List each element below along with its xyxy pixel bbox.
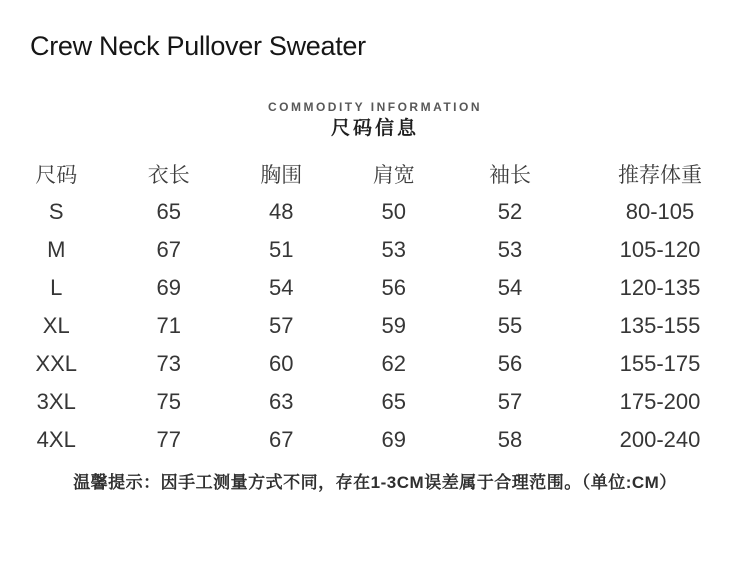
size-value: 73 (156, 351, 181, 376)
size-value: 48 (269, 199, 294, 224)
section-title-zh: 尺码信息 (330, 118, 419, 139)
size-value: 67 (269, 427, 294, 452)
size-value: 75 (156, 389, 181, 414)
size-value: 135-155 (619, 313, 701, 338)
size-label: XXL (35, 351, 78, 376)
section-subtitle-en: COMMODITY INFORMATION (267, 100, 483, 114)
size-value: 71 (156, 313, 181, 338)
size-value: 53 (497, 237, 523, 262)
column-header-1: 衣长 (147, 164, 190, 187)
size-label: L (50, 275, 63, 300)
size-table-header-row (0, 155, 750, 193)
size-row-S (0, 193, 750, 231)
size-value: 67 (156, 237, 181, 262)
size-row-XL (0, 307, 750, 345)
size-value: 63 (269, 389, 294, 414)
section-header (0, 100, 750, 140)
size-value: 57 (269, 313, 294, 338)
size-value: 69 (156, 275, 181, 300)
size-value: 55 (497, 313, 523, 338)
size-value: 53 (381, 237, 406, 262)
size-row-3XL (0, 383, 750, 421)
size-table-body (0, 193, 750, 459)
size-value: 60 (269, 351, 294, 376)
size-label: 4XL (36, 427, 76, 452)
size-value: 56 (497, 351, 523, 376)
size-value: 69 (381, 427, 406, 452)
size-value: 50 (381, 199, 406, 224)
size-value: 65 (381, 389, 406, 414)
size-value: 77 (156, 427, 181, 452)
column-header-4: 袖长 (489, 164, 531, 187)
size-value: 175-200 (619, 389, 701, 414)
size-row-L (0, 269, 750, 307)
size-value: 54 (269, 275, 294, 300)
column-header-3: 肩宽 (372, 164, 415, 187)
product-title: Crew Neck Pullover Sweater (30, 31, 366, 61)
size-row-M (0, 231, 750, 269)
size-value: 58 (497, 427, 523, 452)
size-value: 52 (497, 199, 523, 224)
size-value: 59 (381, 313, 406, 338)
size-value: 155-175 (619, 351, 701, 376)
column-header-0: 尺码 (35, 164, 78, 187)
size-row-4XL (0, 421, 750, 459)
size-value: 51 (269, 237, 294, 262)
size-value: 56 (381, 275, 406, 300)
size-row-XXL (0, 345, 750, 383)
size-value: 200-240 (619, 427, 701, 452)
size-label: S (48, 199, 64, 224)
size-value: 62 (381, 351, 406, 376)
measurement-note: 温馨提示：因手工测量方式不同，存在1-3CM误差属于合理范围。（单位:CM） (73, 473, 677, 492)
size-value: 105-120 (619, 237, 701, 262)
column-header-2: 胸围 (260, 164, 303, 187)
size-value: 65 (156, 199, 181, 224)
column-header-5: 推荐体重 (618, 164, 702, 187)
size-label: 3XL (36, 389, 76, 414)
size-table (0, 155, 750, 459)
size-table-head (0, 155, 750, 193)
size-value: 80-105 (625, 199, 695, 224)
size-value: 54 (497, 275, 523, 300)
size-value: 120-135 (619, 275, 701, 300)
size-label: M (47, 237, 66, 262)
size-label: XL (42, 313, 70, 338)
size-value: 57 (497, 389, 523, 414)
